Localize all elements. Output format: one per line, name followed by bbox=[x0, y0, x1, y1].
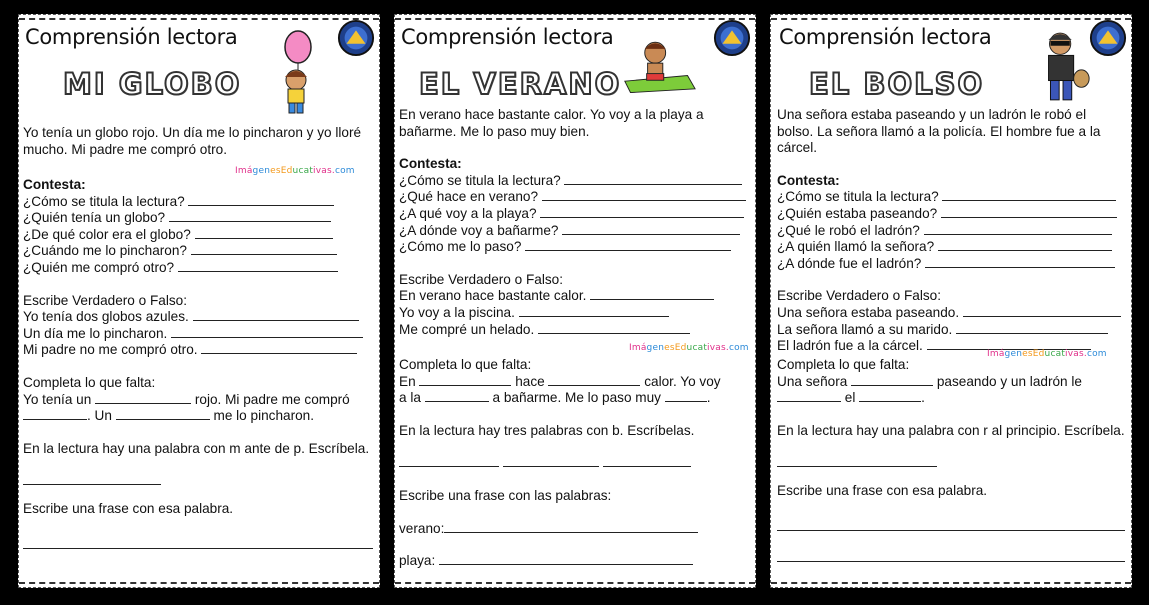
answer-blank[interactable] bbox=[23, 408, 87, 420]
answer-blanks-row bbox=[399, 455, 749, 472]
complete-label: Completa lo que falta: bbox=[399, 357, 532, 372]
reading-text: Una señora estaba paseando y un ladrón le robó el bolso. La señora llamó a la policía. El hombre fue a la cárcel. bbox=[777, 107, 1101, 156]
answer-blank[interactable] bbox=[963, 305, 1121, 317]
question-row: ¿De qué color era el globo? bbox=[23, 227, 373, 244]
answer-blank[interactable] bbox=[924, 223, 1112, 235]
question-row: ¿Cómo se titula la lectura? bbox=[23, 194, 373, 211]
vf-row: Yo voy a la piscina. bbox=[399, 305, 749, 322]
school-logo-icon bbox=[713, 19, 751, 57]
question-row: ¿A qué voy a la playa? bbox=[399, 206, 749, 223]
answer-blank[interactable] bbox=[519, 305, 669, 317]
vf-row: El ladrón fue a la cárcel. bbox=[777, 338, 1125, 355]
complete-row: Yo tenía un rojo. Mi padre me compró bbox=[23, 391, 350, 407]
answer-blank[interactable] bbox=[851, 374, 933, 386]
answer-line[interactable] bbox=[777, 516, 1125, 531]
contesta-label: Contesta: bbox=[23, 177, 86, 192]
answer-line[interactable] bbox=[23, 534, 373, 549]
vf-row: En verano hace bastante calor. bbox=[399, 288, 749, 305]
answer-blank[interactable] bbox=[562, 223, 740, 235]
sheet-title: MI GLOBO bbox=[63, 67, 242, 101]
question-row: ¿Quién estaba paseando? bbox=[777, 206, 1125, 223]
contesta-label: Contesta: bbox=[399, 156, 462, 172]
vf-row: Un día me lo pincharon. bbox=[23, 326, 373, 343]
vf-row: Me compré un helado. bbox=[399, 322, 749, 339]
vf-row: La señora llamó a su marido. bbox=[777, 322, 1125, 339]
complete-label: Completa lo que falta: bbox=[23, 374, 156, 390]
watermark: ImágenesEducativas.com bbox=[987, 349, 1107, 359]
answer-blank[interactable] bbox=[540, 206, 744, 218]
school-logo-icon bbox=[1089, 19, 1127, 57]
vf-row: Yo tenía dos globos azules. bbox=[23, 309, 373, 326]
worksheet-el-verano bbox=[394, 14, 756, 588]
answer-blank[interactable] bbox=[23, 473, 161, 485]
school-logo-icon bbox=[337, 19, 375, 57]
question-row: ¿A quién llamó la señora? bbox=[777, 239, 1125, 256]
complete-row: En hace calor. Yo voy bbox=[399, 373, 721, 389]
question-row: ¿Quién me compró otro? bbox=[23, 260, 373, 277]
answer-blank[interactable] bbox=[193, 309, 359, 321]
answer-blank[interactable] bbox=[444, 521, 698, 533]
answer-blank[interactable] bbox=[419, 374, 511, 386]
question-row: ¿Cuándo me lo pincharon? bbox=[23, 243, 373, 260]
answer-blank[interactable] bbox=[777, 390, 841, 402]
reading-text: Yo tenía un globo rojo. Un día me lo pincharon y yo lloré mucho. Mi padre me compró otro. bbox=[23, 125, 362, 157]
answer-blank[interactable] bbox=[178, 260, 338, 272]
answer-blank[interactable] bbox=[590, 288, 714, 300]
answer-blank[interactable] bbox=[201, 342, 357, 354]
vf-row: Una señora estaba paseando. bbox=[777, 305, 1125, 322]
vf-label: Escribe Verdadero o Falso: bbox=[23, 292, 187, 308]
answer-blank[interactable] bbox=[941, 206, 1117, 218]
answer-line[interactable] bbox=[777, 547, 1125, 562]
task-text: En la lectura hay una palabra con r al principio. Escríbela. bbox=[777, 422, 1125, 438]
answer-blank[interactable] bbox=[548, 374, 640, 386]
worksheet-el-bolso bbox=[770, 14, 1132, 588]
answer-blank[interactable] bbox=[538, 322, 690, 334]
question-row: ¿A dónde voy a bañarme? bbox=[399, 223, 749, 240]
answer-blank[interactable] bbox=[525, 239, 731, 251]
answer-blank[interactable] bbox=[956, 322, 1108, 334]
word-row: verano: bbox=[399, 521, 749, 538]
answer-blank[interactable] bbox=[942, 189, 1116, 201]
answer-blank[interactable] bbox=[191, 243, 337, 255]
balloon-girl-illustration bbox=[271, 25, 321, 115]
beach-boy-illustration bbox=[621, 39, 697, 93]
answer-blank[interactable] bbox=[171, 326, 363, 338]
complete-row: el . bbox=[777, 390, 1125, 407]
sheet-header: Comprensión lectora bbox=[401, 25, 614, 49]
vf-label: Escribe Verdadero o Falso: bbox=[399, 271, 563, 287]
task-text: Escribe una frase con las palabras: bbox=[399, 487, 612, 503]
answer-blank[interactable] bbox=[399, 455, 499, 467]
answer-blank[interactable] bbox=[564, 173, 742, 185]
answer-blank[interactable] bbox=[777, 455, 937, 467]
contesta-label: Contesta: bbox=[777, 172, 840, 188]
complete-label: Completa lo que falta: bbox=[777, 357, 910, 372]
word-row: playa: bbox=[399, 553, 749, 570]
answer-blank[interactable] bbox=[859, 390, 921, 402]
sheet-header: Comprensión lectora bbox=[779, 25, 992, 49]
question-row: ¿Cómo se titula la lectura? bbox=[777, 189, 1125, 206]
sheet-header: Comprensión lectora bbox=[25, 25, 238, 49]
answer-blank[interactable] bbox=[439, 553, 693, 565]
answer-blank[interactable] bbox=[425, 390, 489, 402]
question-row: ¿Qué le robó el ladrón? bbox=[777, 223, 1125, 240]
sheet-title: EL BOLSO bbox=[809, 67, 985, 101]
vf-row: Mi padre no me compró otro. bbox=[23, 342, 373, 359]
thief-illustration bbox=[1035, 27, 1093, 107]
answer-blank[interactable] bbox=[665, 390, 707, 402]
answer-blank[interactable] bbox=[503, 455, 599, 467]
complete-row: . Un me lo pincharon. bbox=[23, 408, 373, 425]
worksheet-mi-globo bbox=[18, 14, 380, 588]
answer-blank[interactable] bbox=[95, 392, 191, 404]
complete-row: a la a bañarme. Me lo paso muy . bbox=[399, 390, 711, 406]
answer-blank[interactable] bbox=[195, 227, 333, 239]
answer-blank[interactable] bbox=[169, 210, 331, 222]
task-text: Escribe una frase con esa palabra. bbox=[777, 483, 988, 499]
task-text: Escribe una frase con esa palabra. bbox=[23, 501, 234, 517]
watermark: ImágenesEducativas.com bbox=[629, 343, 749, 353]
answer-blank[interactable] bbox=[188, 194, 334, 206]
answer-blank[interactable] bbox=[542, 189, 746, 201]
task-text: En la lectura hay tres palabras con b. Escríbelas. bbox=[399, 422, 695, 438]
reading-text: En verano hace bastante calor. Yo voy a la playa a bañarme. Me lo paso muy bien. bbox=[399, 107, 704, 139]
task-text: En la lectura hay una palabra con m ante de p. Escríbela. bbox=[23, 440, 370, 456]
answer-blank[interactable] bbox=[603, 455, 691, 467]
question-row: ¿Cómo se titula la lectura? bbox=[399, 173, 749, 190]
question-row: ¿A dónde fue el ladrón? bbox=[777, 256, 1125, 273]
question-row: ¿Quién tenía un globo? bbox=[23, 210, 373, 227]
vf-label: Escribe Verdadero o Falso: bbox=[777, 288, 941, 304]
answer-blank[interactable] bbox=[925, 256, 1115, 268]
question-row: ¿Cómo me lo paso? bbox=[399, 239, 749, 256]
sheet-title: EL VERANO bbox=[419, 67, 622, 101]
question-row: ¿Qué hace en verano? bbox=[399, 189, 749, 206]
answer-blank[interactable] bbox=[938, 239, 1112, 251]
watermark: ImágenesEducativas.com bbox=[235, 166, 355, 176]
complete-row: Una señora paseando y un ladrón le bbox=[777, 373, 1082, 389]
answer-blank[interactable] bbox=[116, 408, 210, 420]
